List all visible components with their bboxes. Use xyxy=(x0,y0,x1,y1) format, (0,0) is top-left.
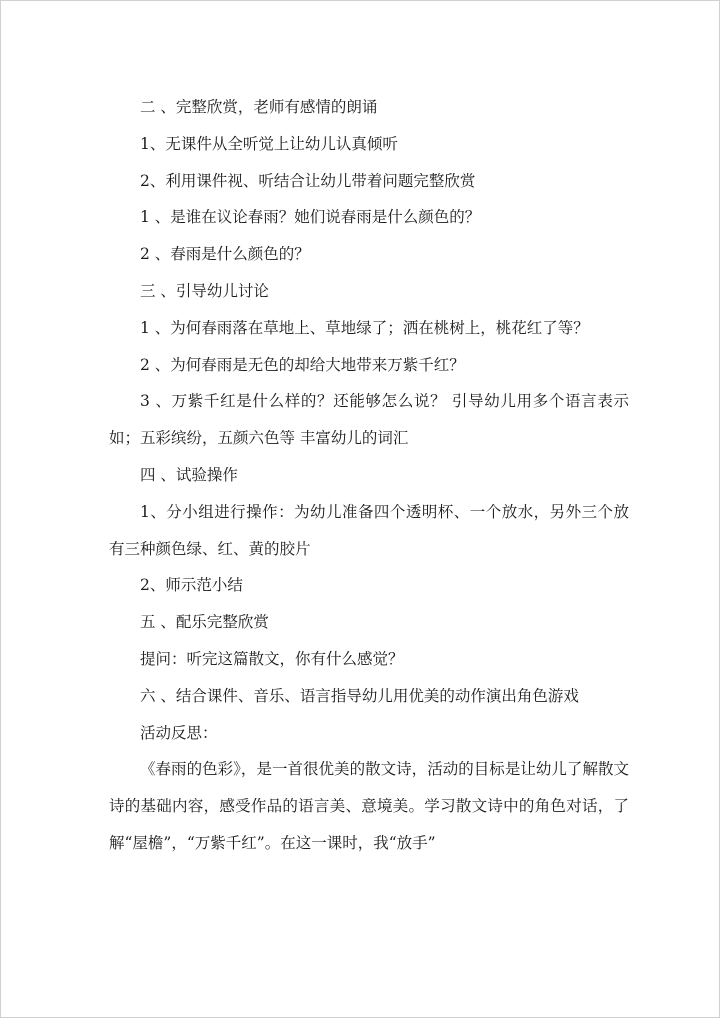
list-item: 2 、春雨是什么颜色的？ xyxy=(140,245,310,264)
list-item: 2 、为何春雨是无色的却给大地带来万紫千红？ xyxy=(140,355,465,374)
list-item: 2、师示范小结 xyxy=(140,576,243,595)
list-item: 1、分小组进行操作：为幼儿准备四个透明杯、一个放水，另外三个放有三种颜色绿、红、黄的胶片 xyxy=(109,502,629,558)
list-item: 2、利用课件视、听结合让幼儿带着问题完整欣赏 xyxy=(140,171,476,190)
section-heading-6: 六 、结合课件、音乐、语言指导幼儿用优美的动作演出角色游戏 xyxy=(140,686,579,705)
section-heading-4: 四 、试验操作 xyxy=(140,465,238,484)
reflection-paragraph: 《春雨的色彩》，是一首很优美的散文诗，活动的目标是让幼儿了解散文诗的基础内容，感受作品的语言美、意境美。学习散文诗中的角色对话，了解“屋檐”，“万紫千红”。在这一课时，我“放手” xyxy=(109,760,629,852)
section-heading-2: 二 、完整欣赏，老师有感情的朗诵 xyxy=(140,98,378,116)
section-heading-5: 五 、配乐完整欣赏 xyxy=(140,613,269,632)
document-body xyxy=(109,89,629,862)
list-item: 1 、是谁在议论春雨？她们说春雨是什么颜色的？ xyxy=(140,208,481,227)
list-item: 1 、为何春雨落在草地上、草地绿了；洒在桃树上，桃花红了等？ xyxy=(140,318,589,337)
list-item: 3 、万紫千红是什么样的？还能够怎么说？ 引导幼儿用多个语言表示如；五彩缤纷，五颜六色等 丰富幼儿的词汇 xyxy=(109,392,629,448)
section-heading-3: 三 、引导幼儿讨论 xyxy=(140,281,269,300)
reflection-heading: 活动反思： xyxy=(140,723,218,742)
list-item: 1、无课件从全听觉上让幼儿认真倾听 xyxy=(140,134,398,153)
question-paragraph: 提问：听完这篇散文，你有什么感觉？ xyxy=(140,649,404,668)
